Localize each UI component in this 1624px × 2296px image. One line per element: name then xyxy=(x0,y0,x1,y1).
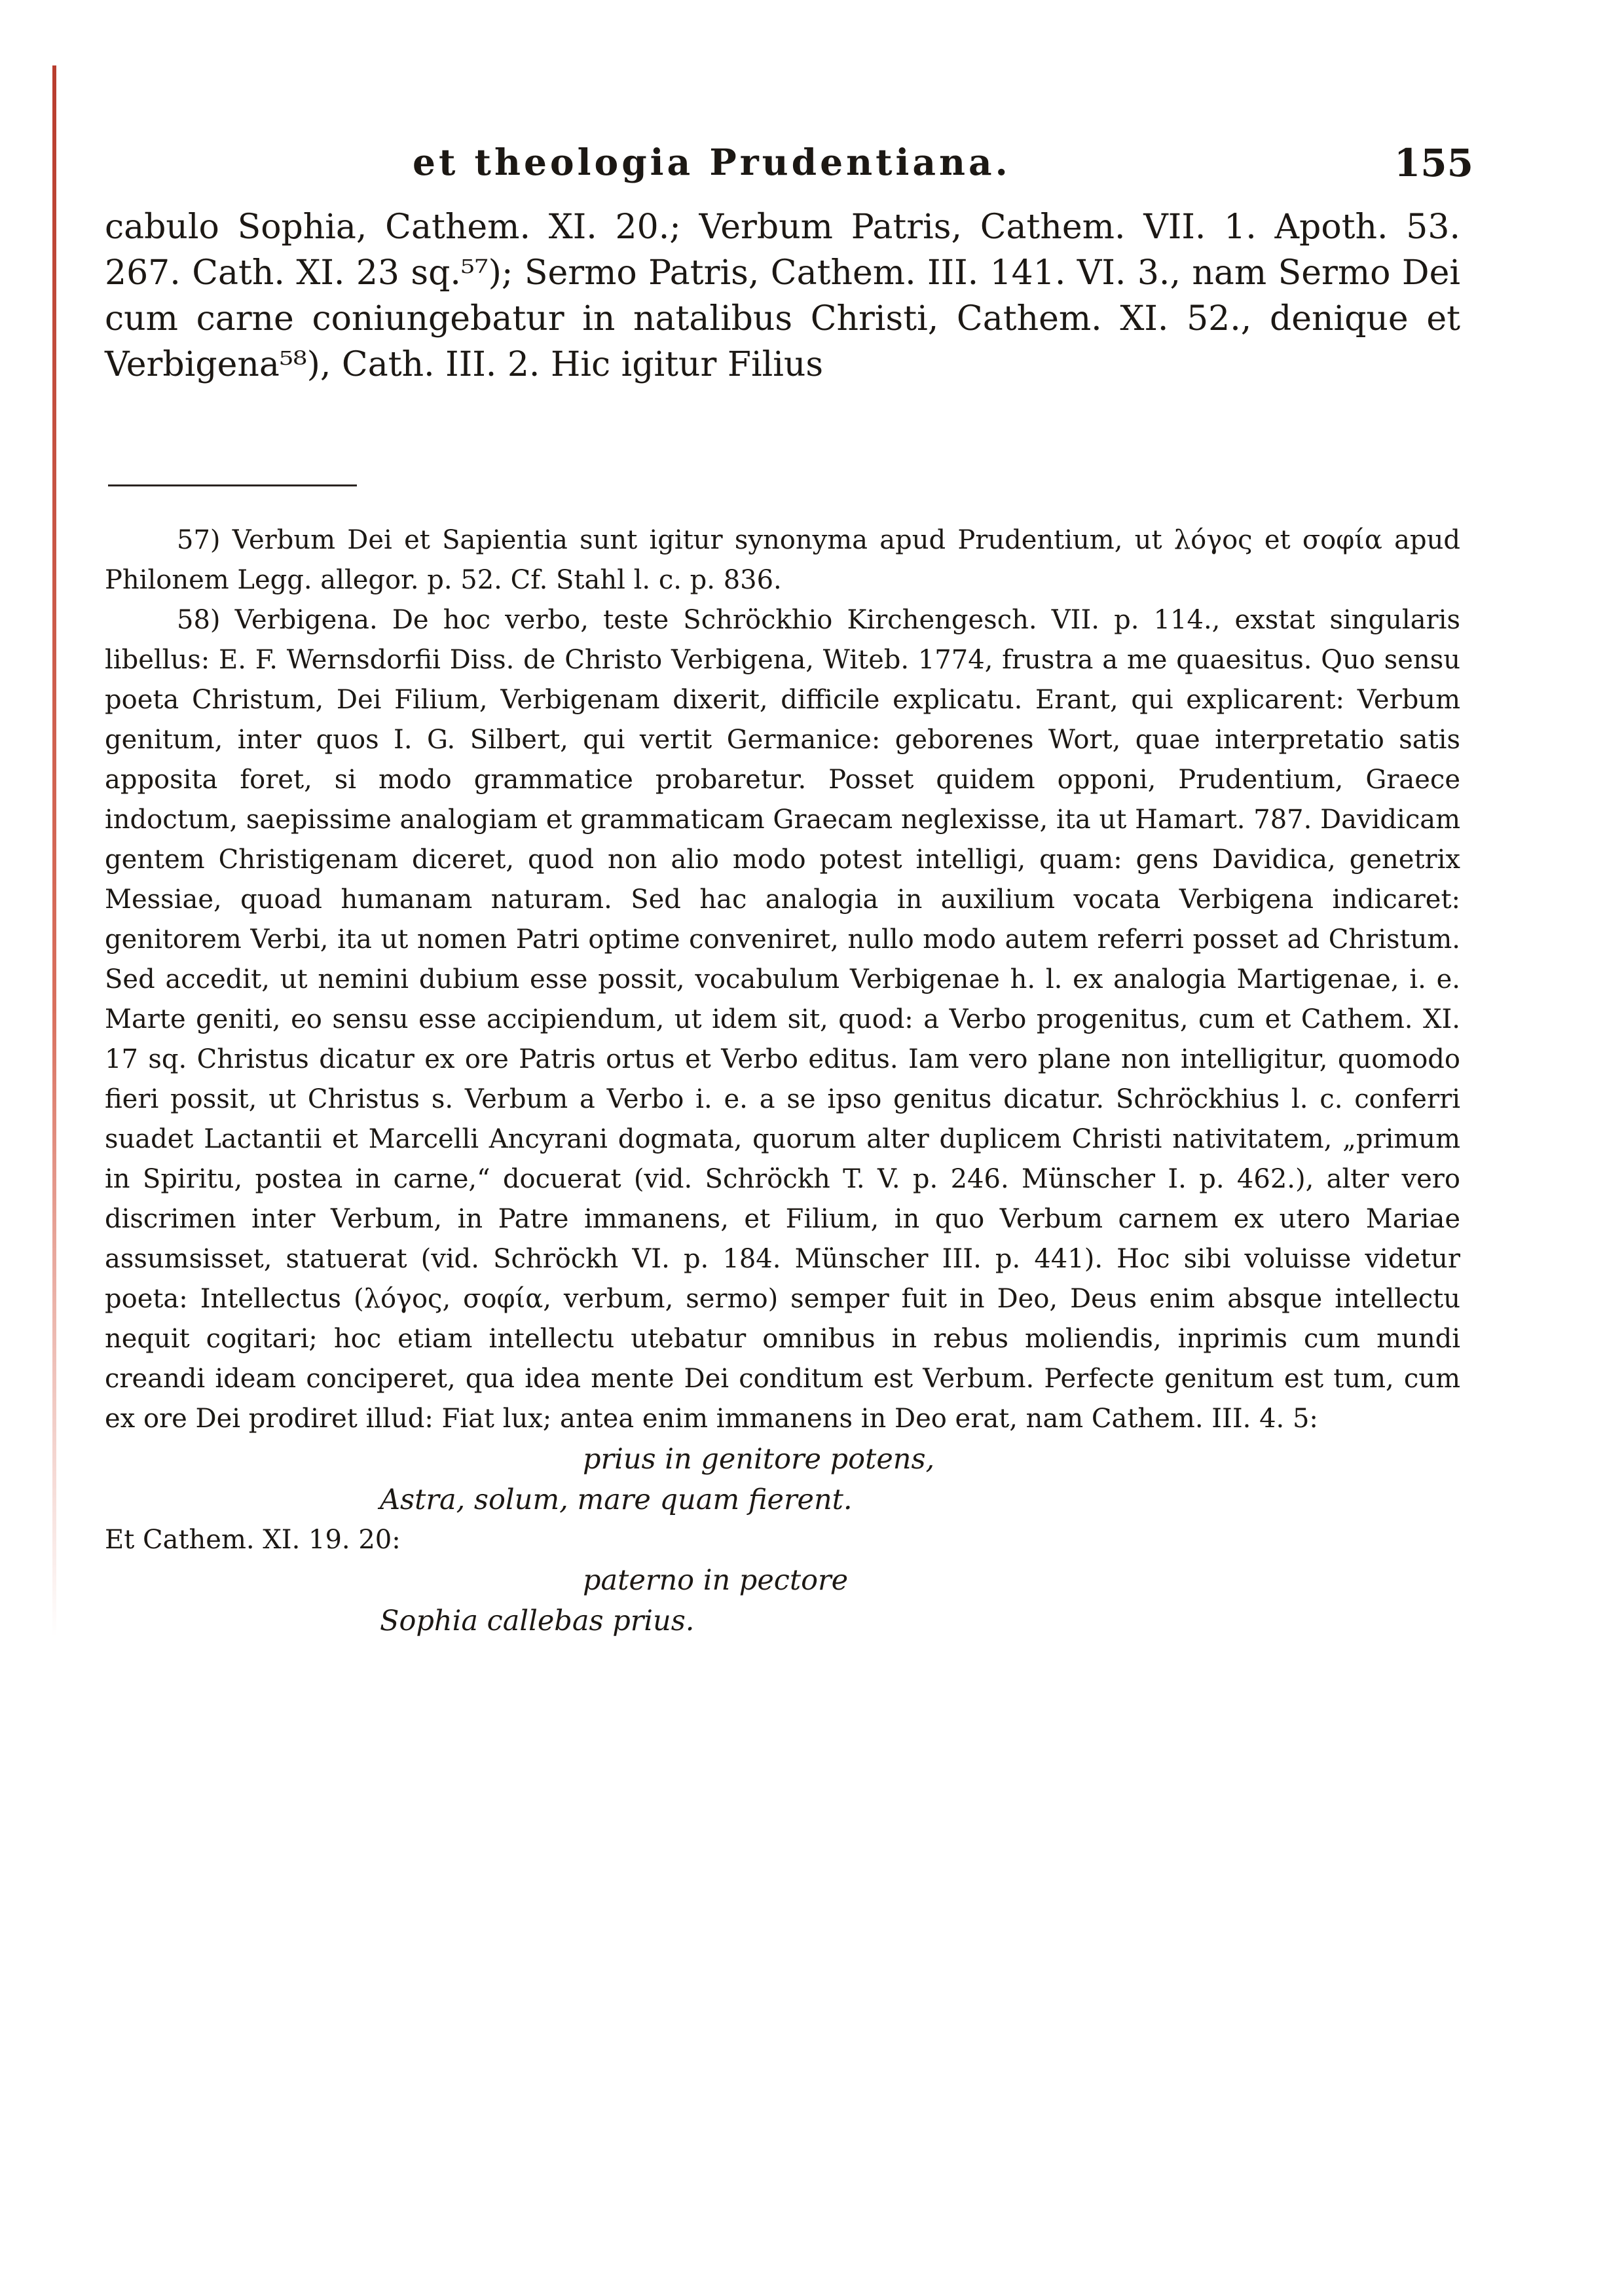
verse-line: prius in genitore potens, xyxy=(583,1443,935,1476)
footnote-58: 58) Verbigena. De hoc verbo, teste Schröckhio Kirchengesch. VII. p. 114., exstat singularis libellus: E. F. Wernsdorfii Diss. de Christo Verbigena, Witeb. 1774, frustra a me quaesitus. Quo sensu poeta Christum, Dei Filium, Verbigenam dixerit, difficile explicatu. Erant, qui explicarent: Verbum genitum, inter quos I. G. Silbert, qui vertit Germanice: geborenes Wort, quae interpretatio satis apposita foret, si modo grammatice probaretur. Posset quidem opponi, Prudentium, Graece indoctum, saepissime analogiam et grammaticam Graecam neglexisse, ita ut Hamart. 787. Davidicam gentem Christigenam diceret, quod non alio modo potest intelligi, quam: gens Davidica, genetrix Messiae, quoad humanam naturam. Sed hac analogia in auxilium vocata Verbigena indicaret: genitorem Verbi, ita ut nomen Patri optime conveniret, nullo modo autem referri posset ad Christum. Sed accedit, ut nemini dubium esse possit, vocabulum Verbigenae h. l. ex analogia Martigenae, i. e. Marte geniti, eo sensu esse accipiendum, ut idem sit, quod: a Verbo progenitus, cum et Cathem. XI. 17 sq. Christus dicatur ex ore Patris ortus et Verbo editus. Iam vero plane non intelligitur, quomodo fieri possit, ut Christus s. Verbum a Verbo i. e. a se ipso genitus dicatur. Schröckhius l. c. conferri suadet Lactantii et Marcelli Ancyrani dogmata, quorum alter duplicem Christi nativitatem, „primum in Spiritu, postea in carne,“ docuerat (vid. Schröckh T. V. p. 246. Münscher I. p. 462.), alter vero discrimen inter Verbum, in Patre immanens, et Filium, in quo Verbum carnem ex utero Mariae assumsisset, statuerat (vid. Schröckh VI. p. 184. Münscher III. p. 441). Hoc sibi voluisse videtur poeta: Intellectus (λόγος, σοφία, verbum, sermo) semper fuit in Deo, Deus enim absque intellectu nequit cogitari; hoc etiam intellectu utebatur omnibus in rebus moliendis, inprimis cum mundi creandi ideam conciperet, qua idea mente Dei conditum est Verbum. Perfecte genitum est tum, cum ex ore Dei prodiret illud: Fiat lux; antea enim immanens in Deo erat, nam Cathem. III. 4. 5: xyxy=(105,605,1460,1434)
verse-line: paterno in pectore xyxy=(583,1564,849,1597)
page-number: 155 xyxy=(1393,141,1473,185)
page-header xyxy=(98,141,1473,193)
citation: Et Cathem. XI. 19. 20: xyxy=(105,1525,401,1555)
verse-line: Astra, solum, mare quam fierent. xyxy=(380,1484,853,1516)
footnote-separator xyxy=(108,484,357,486)
page-edge-stain xyxy=(52,65,56,1637)
running-title: et theologia Prudentiana. xyxy=(413,141,1011,183)
verse-line: Sophia callebas prius. xyxy=(380,1605,695,1637)
main-text: cabulo Sophia, Cathem. XI. 20.; Verbum Patris, Cathem. VII. 1. Apoth. 53. 267. Cath. XI. 23 sq.⁵⁷); Sermo Patris, Cathem. III. 141. VI. 3., nam Sermo Dei cum carne coniungebatur in natalibus Christi, Cathem. XI. 52., denique et Verbigena⁵⁸), Cath. III. 2. Hic igitur Filius xyxy=(105,208,1460,384)
footnotes xyxy=(105,520,1460,1641)
footnote-57: 57) Verbum Dei et Sapientia sunt igitur synonyma apud Prudentium, ut λόγος et σοφία apud Philonem Legg. allegor. p. 52. Cf. Stahl l. c. p. 836. xyxy=(105,525,1460,595)
